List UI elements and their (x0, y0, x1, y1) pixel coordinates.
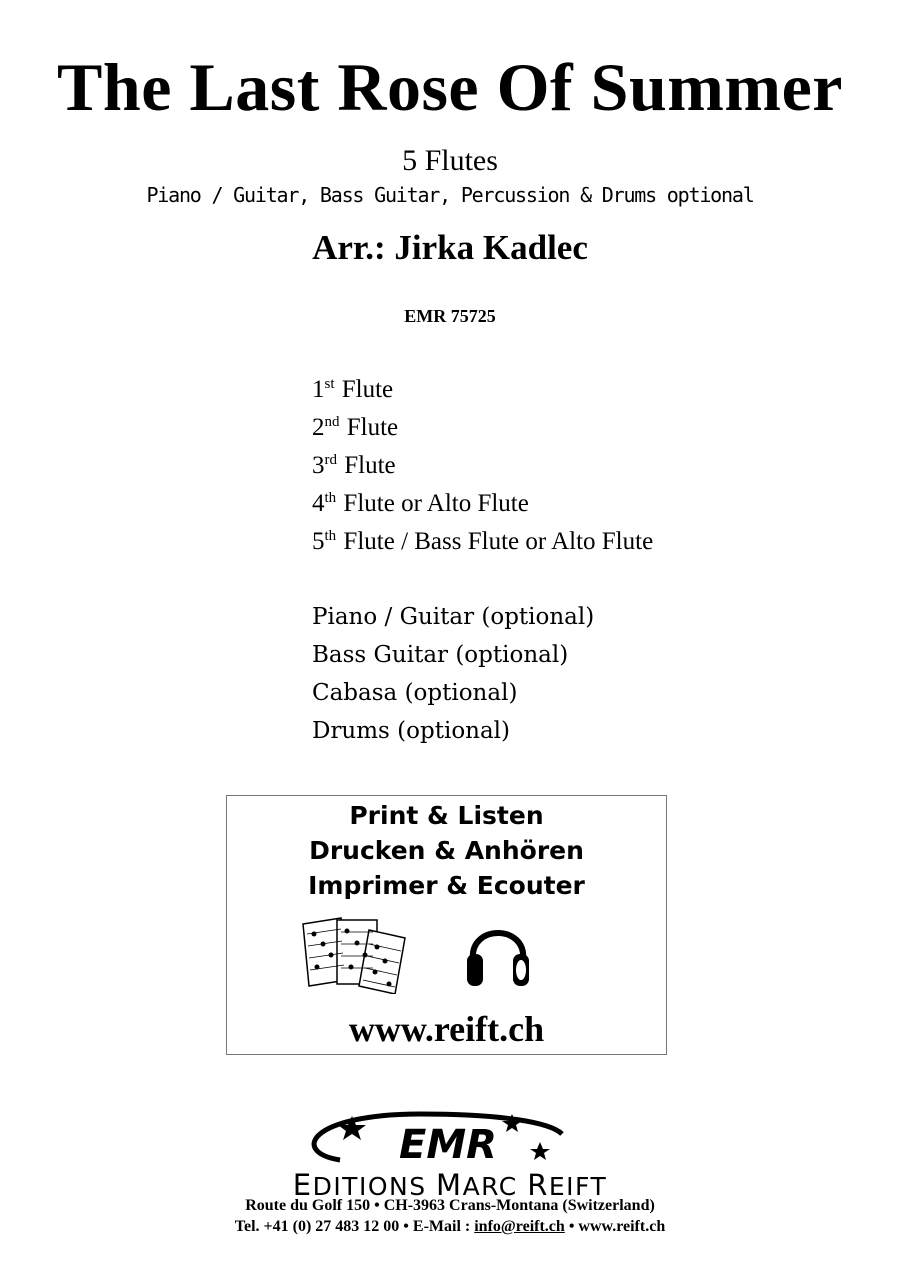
promo-line-imprimer: Imprimer & Ecouter (308, 871, 585, 900)
optional-parts-list (312, 598, 594, 750)
catalog-number: EMR 75725 (404, 306, 496, 326)
optional-part-item: Drums (optional) (312, 718, 511, 744)
optional-part-item: Bass Guitar (optional) (312, 642, 569, 668)
flute-part-item (312, 447, 653, 485)
instrumentation-line: Piano / Guitar, Bass Guitar, Percussion & Drums optional (146, 183, 754, 207)
page-title: The Last Rose Of Summer (57, 49, 843, 125)
email-link[interactable]: info@reift.ch (474, 1218, 565, 1235)
sheet-music-icon (299, 914, 411, 994)
publisher-name-part: DITIONS (312, 1172, 437, 1201)
flute-part-item (312, 523, 653, 561)
optional-part-item: Piano / Guitar (optional) (312, 604, 595, 630)
publisher-name-part: ARC (462, 1172, 528, 1201)
part-name: Flute (338, 452, 396, 479)
part-ordinal: st (324, 376, 335, 392)
flute-part-item (312, 371, 653, 409)
part-number: 5 (312, 528, 325, 555)
flute-part-item (312, 409, 653, 447)
part-name: Flute (340, 414, 399, 441)
part-ordinal: th (324, 490, 337, 506)
publisher-contact (0, 1218, 900, 1236)
promo-line-print-listen: Print & Listen (349, 801, 544, 830)
part-ordinal: th (324, 528, 337, 544)
contact-phone: Tel. +41 (0) 27 483 12 00 • E-Mail : (234, 1218, 475, 1235)
publisher-name-initial: E (292, 1168, 313, 1202)
subtitle: 5 Flutes (402, 144, 498, 177)
publisher-name-initial: R (527, 1168, 549, 1202)
part-ordinal: nd (324, 414, 340, 430)
part-number: 3 (312, 452, 325, 479)
emr-logo (300, 1108, 600, 1168)
part-ordinal: rd (324, 452, 337, 468)
publisher-name-initial: M (436, 1168, 463, 1202)
optional-part-item: Cabasa (optional) (312, 680, 518, 706)
publisher-address: Route du Golf 150 • CH-3963 Crans-Montana (Switzerland) (245, 1197, 655, 1214)
emr-logo-text: EMR (399, 1122, 497, 1168)
part-name: Flute or Alto Flute (337, 490, 529, 517)
part-name: Flute (335, 376, 394, 403)
flute-part-item (312, 485, 653, 523)
part-number: 1 (312, 376, 325, 403)
arranger: Arr.: Jirka Kadlec (312, 228, 588, 267)
part-number: 2 (312, 414, 325, 441)
headphones-icon (463, 916, 533, 994)
flute-parts-list (312, 371, 653, 561)
promo-line-drucken: Drucken & Anhören (309, 836, 584, 865)
publisher-name-part: EIFT (548, 1172, 608, 1201)
part-number: 4 (312, 490, 325, 517)
contact-website: • www.reift.ch (564, 1218, 666, 1235)
part-name: Flute / Bass Flute or Alto Flute (337, 528, 654, 555)
print-listen-box (226, 795, 667, 1055)
promo-url: www.reift.ch (348, 1009, 545, 1049)
